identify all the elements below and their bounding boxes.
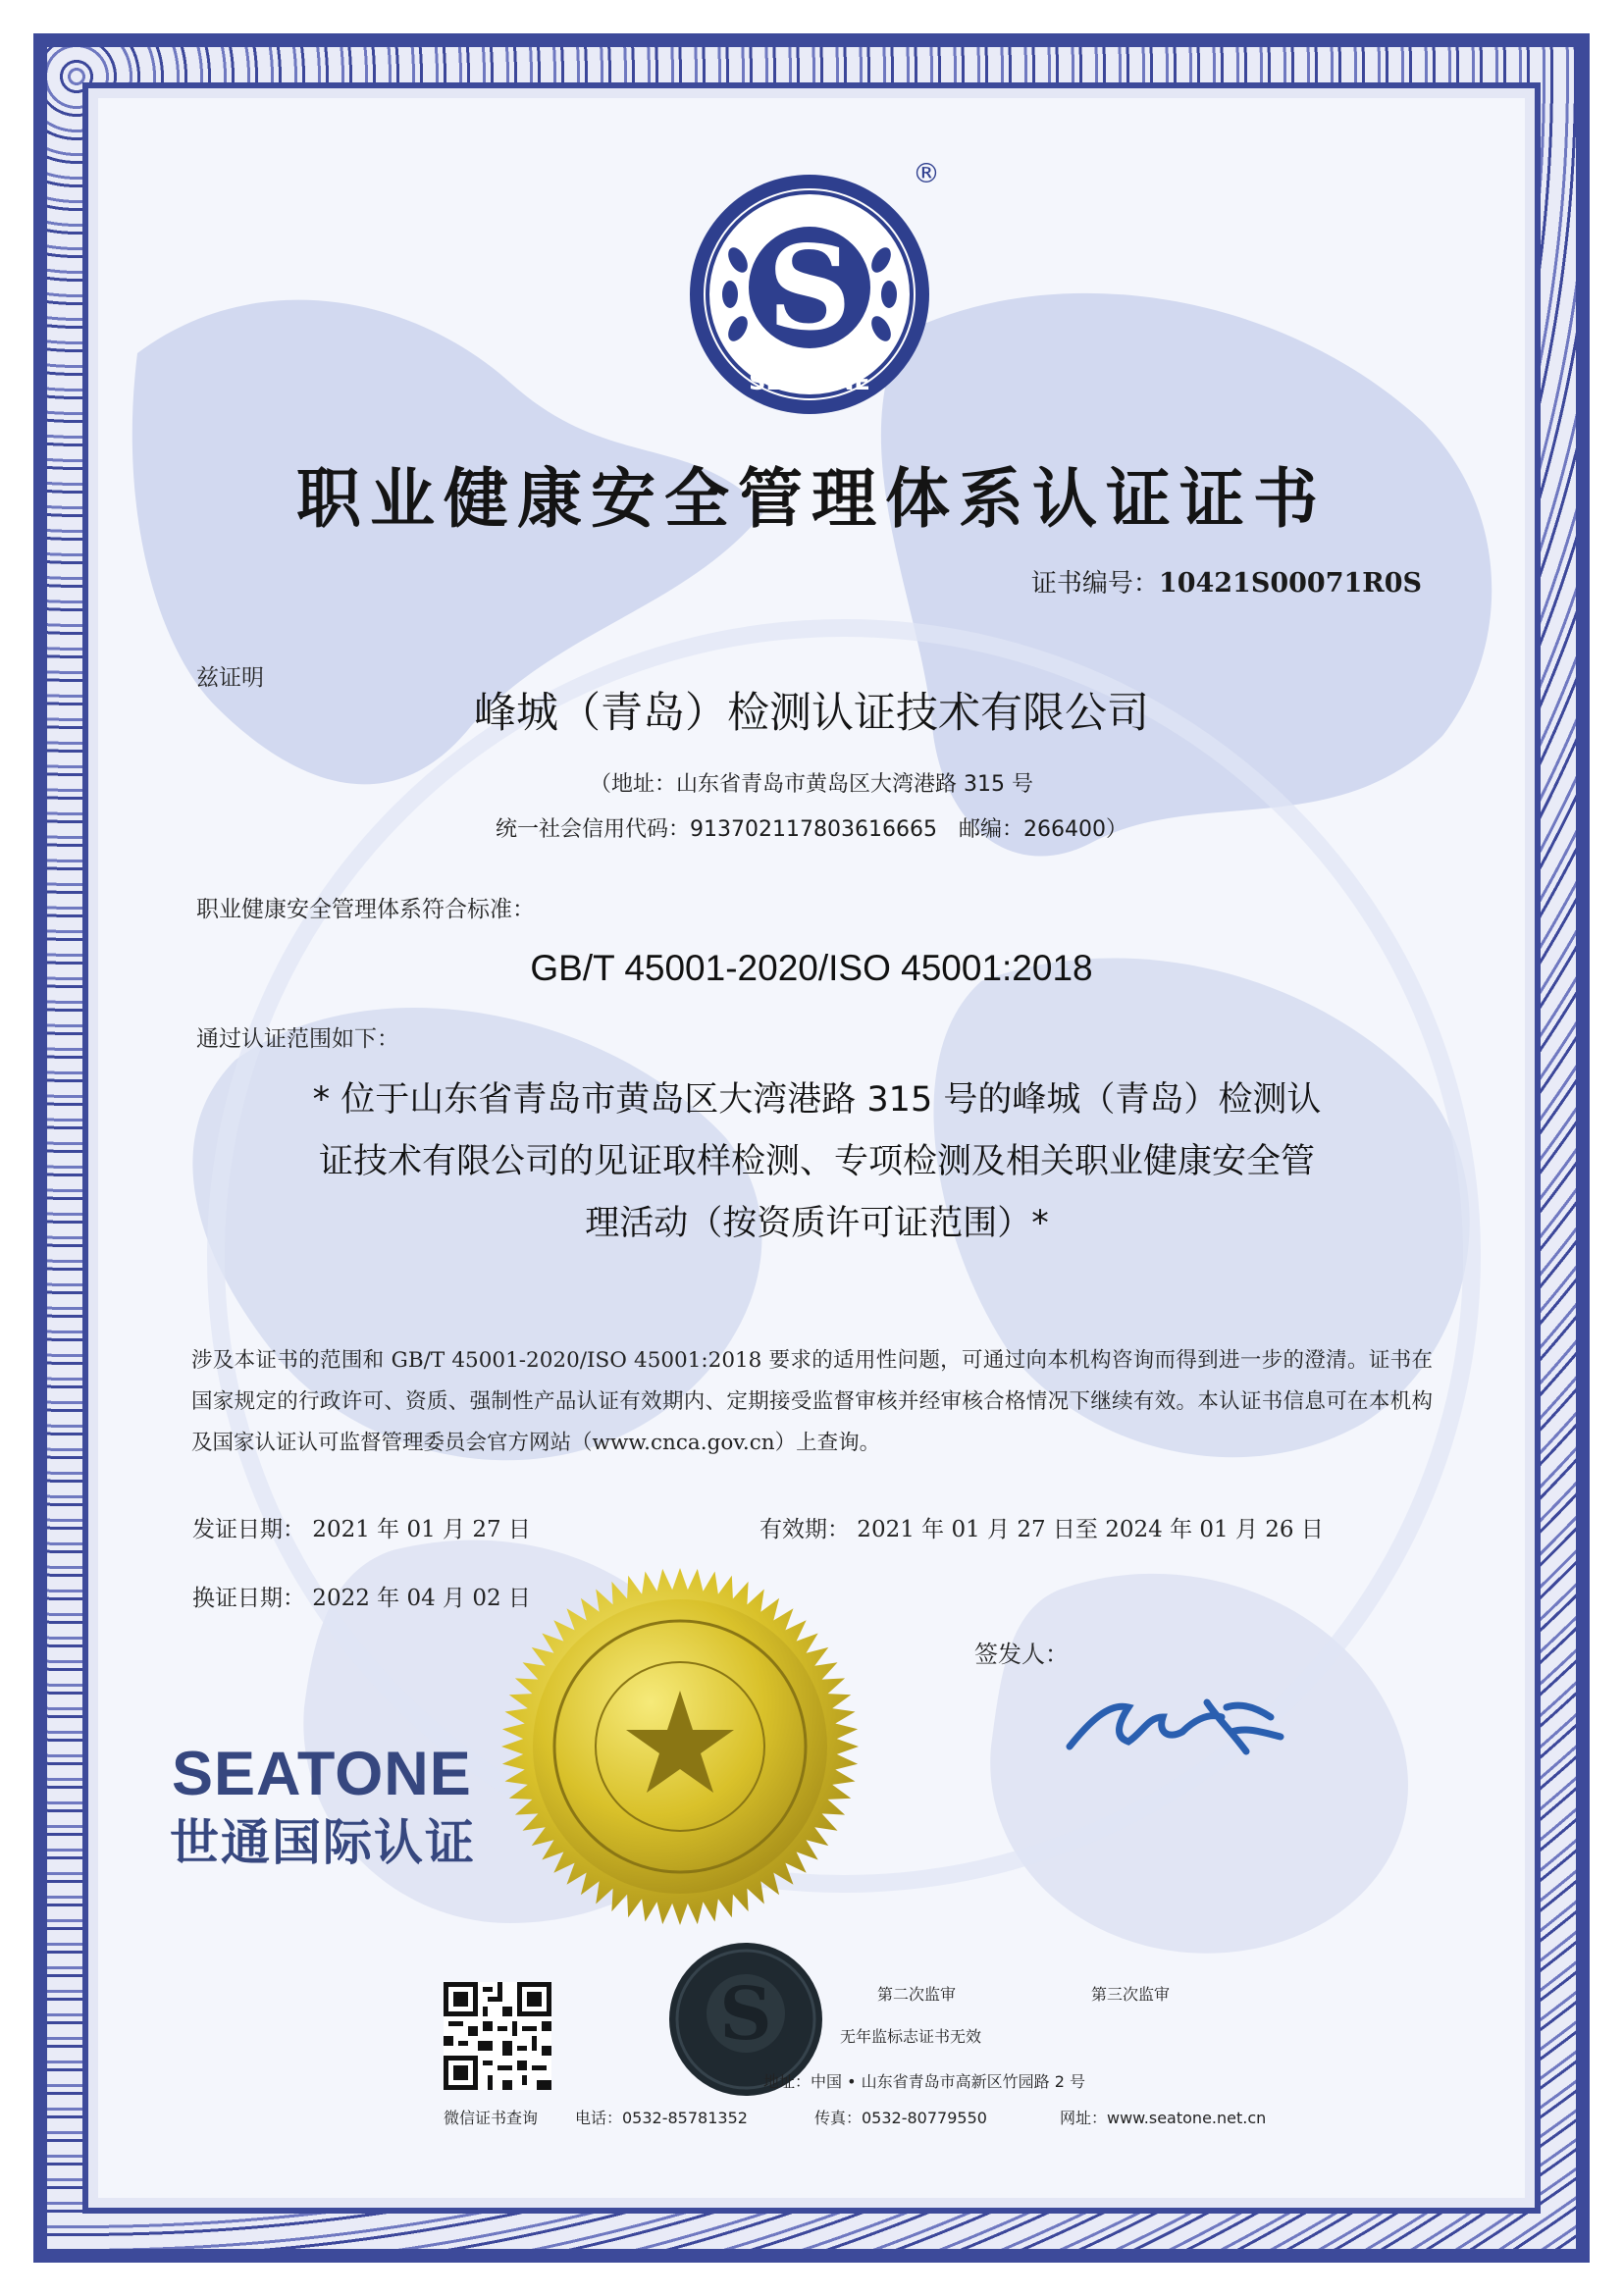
qr-label: 微信证书查询 bbox=[444, 2109, 539, 2127]
svg-text:S: S bbox=[767, 220, 852, 356]
footer-address: 地址：中国 • 山东省青岛市高新区竹园路 2 号 bbox=[763, 2072, 1085, 2091]
scope-line: * 位于山东省青岛市黄岛区大湾港路 315 号的峰城（青岛）检测认 bbox=[312, 1080, 1322, 1120]
certificate-title: 职业健康安全管理体系认证证书 bbox=[296, 461, 1327, 537]
validity-notice: 涉及本证书的范围和 GB/T 45001-2020/ISO 45001:2018 要求的适用性问题，可通过向本机构咨询而得到进一步的澄清。证书在国家规定的行政许可、资质、强制性产品认证有效期内、定期接受监督审核并经审核合格情况下继续有效。本认证书信息可在本机构及国家认证认可监督管理委员会官方网站（www.cnca.gov.cn）上查询。 bbox=[191, 1348, 1433, 1455]
scope-line: 理活动（按资质许可证范围）* bbox=[585, 1204, 1049, 1243]
valid-period: 有效期： 2021 年 01 月 27 日至 2024 年 01 月 26 日 bbox=[759, 1517, 1324, 1542]
intro-text: 兹证明 bbox=[196, 665, 264, 691]
second-audit-label: 第二次监审 bbox=[877, 1985, 957, 2004]
renew-date: 换证日期： 2022 年 04 月 02 日 bbox=[192, 1586, 531, 1611]
company-credit-code: 统一社会信用代码：913702117803616665 邮编：266400） bbox=[496, 817, 1127, 842]
signature bbox=[1060, 1663, 1295, 1771]
signer-label: 签发人： bbox=[974, 1641, 1069, 1668]
certificate-number-label: 证书编号： bbox=[1030, 569, 1159, 599]
scope-line: 证技术有限公司的见证取样检测、专项检测及相关职业健康安全管 bbox=[318, 1142, 1315, 1181]
brand-name-en: SEATONE bbox=[172, 1740, 472, 1808]
seatone-logo bbox=[687, 172, 932, 417]
company-name: 峰城（青岛）检测认证技术有限公司 bbox=[474, 689, 1149, 738]
brand-name-cn: 世通国际认证 bbox=[170, 1814, 476, 1871]
company-address: （地址：山东省青岛市黄岛区大湾港路 315 号 bbox=[590, 772, 1033, 797]
qr-code[interactable] bbox=[444, 1982, 551, 2090]
registered-mark: ® bbox=[913, 157, 940, 189]
footer-website[interactable]: 网址：www.seatone.net.cn bbox=[1060, 2109, 1267, 2127]
standard-value: GB/T 45001-2020/ISO 45001:2018 bbox=[530, 948, 1093, 988]
scope-label: 通过认证范围如下： bbox=[196, 1026, 399, 1052]
certification-scope bbox=[191, 1070, 1442, 1255]
certificate-number bbox=[1031, 563, 1422, 600]
svg-text:S: S bbox=[719, 1972, 772, 2057]
no-mark-notice: 无年监标志证书无效 bbox=[840, 2027, 982, 2046]
footer-fax: 传真：0532-80779550 bbox=[814, 2109, 987, 2127]
gold-seal bbox=[498, 1565, 862, 1928]
certificate-number-value: 10421S00071R0S bbox=[1158, 568, 1422, 599]
standard-label: 职业健康安全管理体系符合标准： bbox=[196, 897, 535, 922]
logo-ring-text: SEATONE bbox=[749, 368, 870, 395]
third-audit-label: 第三次监审 bbox=[1091, 1985, 1171, 2004]
footer-phone: 电话：0532-85781352 bbox=[575, 2109, 748, 2127]
issue-date: 发证日期： 2021 年 01 月 27 日 bbox=[192, 1517, 531, 1542]
